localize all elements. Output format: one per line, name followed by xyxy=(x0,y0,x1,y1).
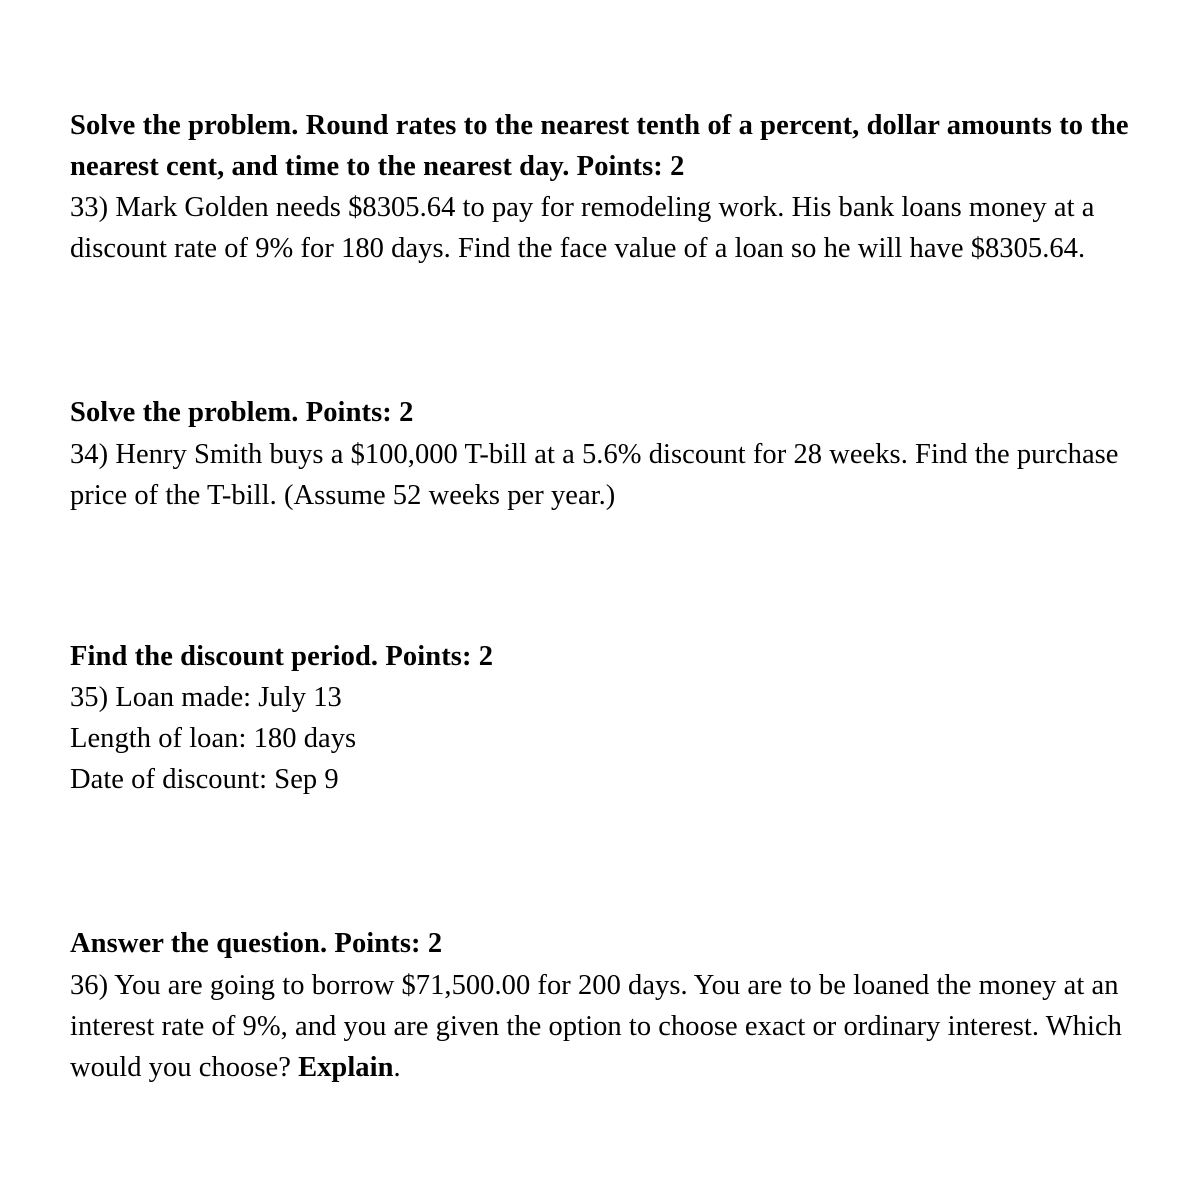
body-line: 33) Mark Golden needs $8305.64 to pay for remodeling work. His bank loans money at a discount rate of 9% for 180 days. Find the face value of a loan so he will have $8305.64. xyxy=(70,192,1095,264)
problem-section-36 xyxy=(70,924,1128,1088)
body-line: Length of loan: 180 days xyxy=(70,723,357,754)
body-line: Date of discount: Sep 9 xyxy=(70,764,339,795)
body-text-emphasis: Explain xyxy=(298,1051,394,1083)
problem-section-33 xyxy=(70,106,1128,269)
body-text-post: . xyxy=(393,1051,401,1083)
answer-space-34 xyxy=(70,516,1128,637)
body-text-pre: 36) You are going to borrow $71,500.00 for 200 days. You are to be loaned the money at an interest rate of 9%, and you are given the option to choose exact or ordinary interest. Which would you choose? xyxy=(70,969,1122,1083)
problem-section-34 xyxy=(70,393,1128,516)
body-line: 35) Loan made: July 13 xyxy=(70,682,342,713)
problem-section-35 xyxy=(70,637,1128,801)
body-line: 34) Henry Smith buys a $100,000 T-bill at a 5.6% discount for 28 weeks. Find the purchase price of the T-bill. (Assume 52 weeks per year.) xyxy=(70,438,1119,511)
section-body xyxy=(70,677,1128,800)
section-body xyxy=(70,434,1130,516)
section-body xyxy=(70,187,1135,269)
answer-space-33 xyxy=(70,269,1128,393)
section-heading: Find the discount period. Points: 2 xyxy=(70,640,494,672)
answer-space-35 xyxy=(70,800,1128,924)
section-heading: Answer the question. Points: 2 xyxy=(70,928,443,959)
section-heading: Solve the problem. Points: 2 xyxy=(70,397,414,428)
section-body xyxy=(70,965,1130,1088)
section-heading: Solve the problem. Round rates to the nearest tenth of a percent, dollar amounts to the nearest cent, and time to the nearest day. Points: 2 xyxy=(70,110,1129,182)
